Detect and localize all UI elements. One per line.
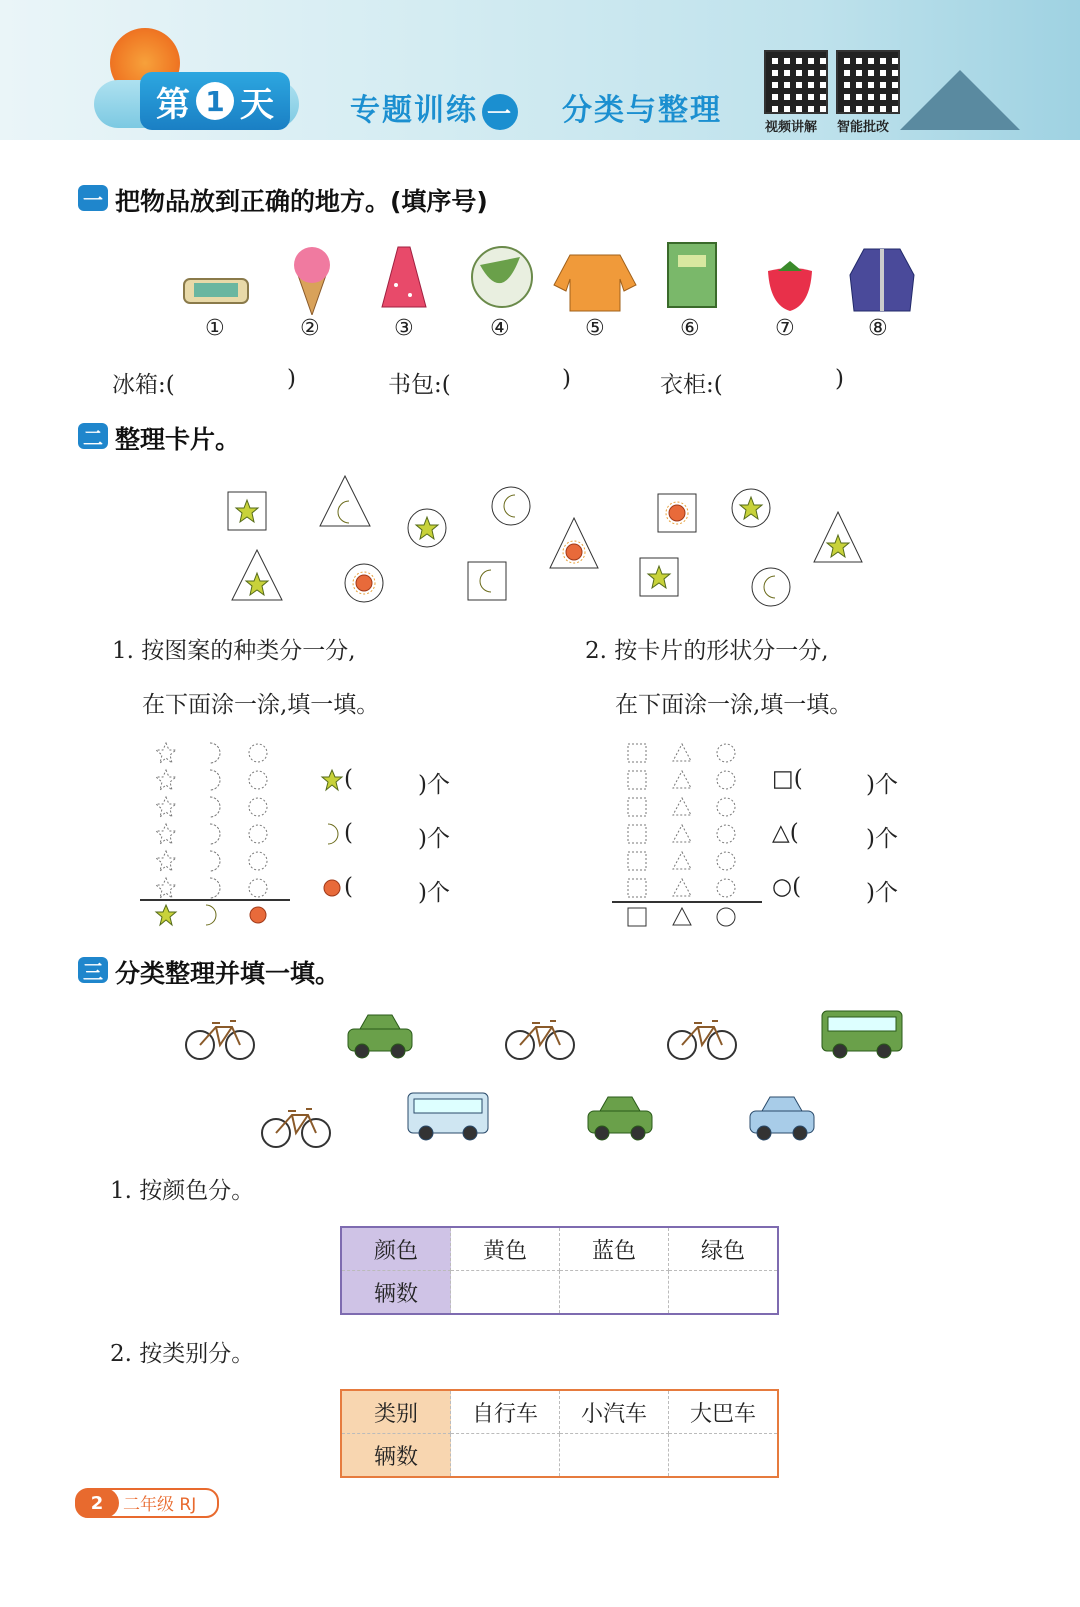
question-2-1-line2: 在下面涂一涂,填一填。 bbox=[142, 692, 380, 718]
category-table bbox=[340, 1389, 779, 1478]
color-table-row-label: 辆数 bbox=[341, 1271, 451, 1315]
section-3-title: 分类整理并填一填。 bbox=[115, 959, 341, 988]
sun-count-unit: )个 bbox=[418, 880, 450, 906]
qr-code-icon[interactable] bbox=[764, 50, 828, 114]
topic-title: 分类与整理 bbox=[562, 93, 722, 128]
strawberry-icon bbox=[768, 261, 812, 311]
ice-cream-icon bbox=[294, 247, 330, 315]
day-prefix: 第 bbox=[156, 84, 190, 125]
shape-pictograph bbox=[612, 735, 772, 935]
color-green: 绿色 bbox=[669, 1227, 779, 1271]
book-icon bbox=[668, 243, 716, 307]
circle-card-moon bbox=[752, 568, 790, 606]
star-count-open: ( bbox=[344, 766, 353, 792]
section-1-badge: 一 bbox=[78, 185, 108, 211]
item-number: ⑤ bbox=[585, 316, 605, 341]
section-2-badge: 二 bbox=[78, 423, 108, 449]
day-label bbox=[140, 72, 290, 130]
circle-count-unit: )个 bbox=[866, 880, 898, 906]
item-number: ② bbox=[300, 316, 320, 341]
jacket-icon bbox=[850, 249, 914, 311]
category-table-row-label: 辆数 bbox=[341, 1434, 451, 1478]
bag-blank-label: 书包:( bbox=[388, 372, 451, 398]
topic-prefix: 专题训练 bbox=[350, 93, 478, 128]
triangle-card-sun bbox=[550, 518, 598, 568]
bicycle-icon bbox=[262, 1109, 330, 1147]
item-number: ③ bbox=[394, 316, 414, 341]
car-icon bbox=[750, 1097, 814, 1140]
qr-label-video: 视频讲解 bbox=[765, 120, 818, 135]
sun-count-open: ( bbox=[344, 874, 353, 900]
item-number: ⑥ bbox=[680, 316, 700, 341]
circle-card-star bbox=[732, 489, 770, 527]
item-number: ⑦ bbox=[775, 316, 795, 341]
color-yellow: 黄色 bbox=[451, 1227, 560, 1271]
closet-blank-close: ) bbox=[835, 366, 844, 392]
triangle-count-label: △( bbox=[772, 820, 799, 846]
fridge-blank-close: ) bbox=[287, 366, 296, 392]
star-count-unit: )个 bbox=[418, 772, 450, 798]
section-3-badge: 三 bbox=[78, 957, 108, 983]
pencil-case-icon bbox=[184, 279, 248, 303]
closet-blank-label: 衣柜:( bbox=[660, 372, 723, 398]
triangle-card-star bbox=[232, 550, 282, 600]
question-2-1-line1: 1. 按图案的种类分一分, bbox=[112, 638, 356, 664]
triangle-card-moon bbox=[320, 476, 370, 526]
section-2-title: 整理卡片。 bbox=[115, 425, 241, 454]
answer-cell[interactable] bbox=[451, 1271, 560, 1315]
moon-count-open: ( bbox=[344, 820, 353, 846]
category-bicycle: 自行车 bbox=[451, 1390, 560, 1434]
category-car: 小汽车 bbox=[560, 1390, 669, 1434]
pattern-pictograph bbox=[140, 735, 310, 935]
vehicles-area bbox=[180, 1005, 920, 1155]
cards-area bbox=[220, 470, 870, 610]
item-number: ⑧ bbox=[868, 316, 888, 341]
bicycle-icon bbox=[668, 1021, 736, 1059]
sun-column bbox=[249, 744, 267, 897]
moon-column bbox=[210, 743, 220, 898]
color-blue: 蓝色 bbox=[560, 1227, 669, 1271]
sweater-icon bbox=[554, 255, 636, 311]
category-table-header: 类别 bbox=[341, 1390, 451, 1434]
grade-label: 二年级 RJ bbox=[123, 1495, 197, 1515]
triangle-card-star bbox=[814, 512, 862, 562]
square-column bbox=[628, 744, 646, 897]
bicycle-icon bbox=[506, 1021, 574, 1059]
answer-cell[interactable] bbox=[560, 1271, 669, 1315]
question-3-1: 1. 按颜色分。 bbox=[110, 1178, 255, 1204]
item-number: ① bbox=[205, 316, 225, 341]
qr-code-icon[interactable] bbox=[836, 50, 900, 114]
dress-icon bbox=[382, 247, 426, 307]
circle-column bbox=[717, 744, 735, 897]
car-icon bbox=[348, 1015, 412, 1058]
color-table-header: 颜色 bbox=[341, 1227, 451, 1271]
car-icon bbox=[588, 1097, 652, 1140]
triangle-column bbox=[673, 744, 691, 896]
fridge-blank-label: 冰箱:( bbox=[112, 372, 175, 398]
mountain-icon bbox=[900, 70, 1020, 130]
question-3-2: 2. 按类别分。 bbox=[110, 1341, 255, 1367]
circle-card-moon bbox=[492, 487, 530, 525]
star-column bbox=[156, 743, 176, 898]
square-card-star bbox=[228, 492, 266, 530]
square-card-moon bbox=[468, 562, 506, 600]
answer-cell[interactable] bbox=[560, 1434, 669, 1478]
answer-cell[interactable] bbox=[669, 1434, 779, 1478]
moon-count-unit: )个 bbox=[418, 826, 450, 852]
item-number: ④ bbox=[490, 316, 510, 341]
square-count-unit: )个 bbox=[866, 772, 898, 798]
category-bus: 大巴车 bbox=[669, 1390, 779, 1434]
answer-cell[interactable] bbox=[451, 1434, 560, 1478]
triangle-count-unit: )个 bbox=[866, 826, 898, 852]
page-number: 2 bbox=[75, 1488, 119, 1518]
question-2-2-line1: 2. 按卡片的形状分一分, bbox=[585, 638, 829, 664]
square-card-star bbox=[640, 558, 678, 596]
bus-icon bbox=[822, 1011, 902, 1058]
circle-card-star bbox=[408, 509, 446, 547]
items-row bbox=[180, 235, 940, 315]
day-suffix: 天 bbox=[240, 84, 274, 125]
square-count-label: □( bbox=[772, 766, 803, 792]
circle-card-sun bbox=[345, 564, 383, 602]
answer-cell[interactable] bbox=[669, 1271, 779, 1315]
section-1-title: 把物品放到正确的地方。(填序号) bbox=[115, 187, 488, 216]
square-card-sun bbox=[658, 494, 696, 532]
question-2-2-line2: 在下面涂一涂,填一填。 bbox=[615, 692, 853, 718]
bus-icon bbox=[408, 1093, 488, 1140]
topic-label bbox=[350, 85, 518, 130]
color-table bbox=[340, 1226, 779, 1315]
topic-number: 一 bbox=[482, 94, 518, 130]
bicycle-icon bbox=[186, 1021, 254, 1059]
qr-label-grading: 智能批改 bbox=[837, 120, 890, 135]
bag-blank-close: ) bbox=[562, 366, 571, 392]
cauliflower-icon bbox=[472, 247, 532, 307]
circle-count-label: ○( bbox=[772, 874, 802, 900]
day-number: 1 bbox=[196, 82, 234, 120]
